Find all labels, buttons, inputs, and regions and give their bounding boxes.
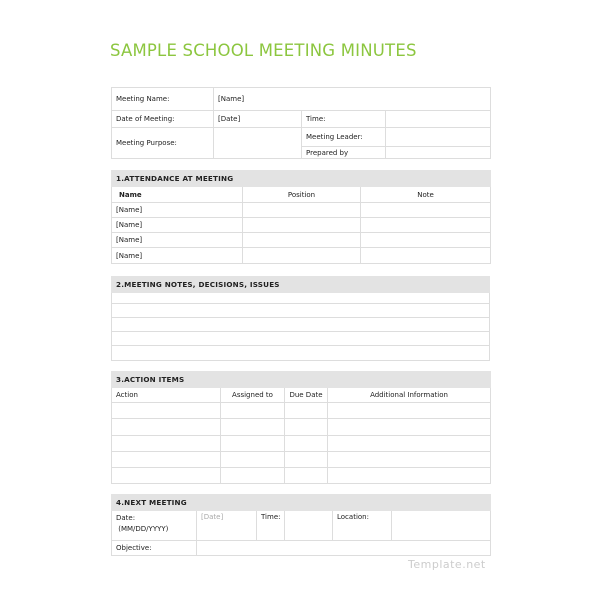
notes-line[interactable] xyxy=(112,332,490,346)
action-cell[interactable] xyxy=(328,436,491,452)
prepared-label: Prepared by xyxy=(302,147,386,159)
next-heading: 4.NEXT MEETING xyxy=(112,495,491,511)
date-label-text: Date: xyxy=(116,514,136,522)
next-meeting-table xyxy=(111,494,491,556)
col-assigned: Assigned to xyxy=(221,388,285,403)
next-date-label xyxy=(112,511,197,541)
attendance-table xyxy=(111,170,491,264)
col-info: Additional Information xyxy=(328,388,491,403)
action-cell[interactable] xyxy=(221,403,285,419)
action-cell[interactable] xyxy=(112,468,221,484)
attendee-position[interactable] xyxy=(243,218,361,233)
attendee-note[interactable] xyxy=(361,248,491,264)
leader-value[interactable] xyxy=(386,128,491,147)
next-time-label: Time: xyxy=(257,511,285,541)
action-cell[interactable] xyxy=(112,452,221,468)
next-date-value[interactable]: [Date] xyxy=(197,511,257,541)
attendee-name[interactable]: [Name] xyxy=(112,203,243,218)
purpose-value[interactable] xyxy=(214,128,302,159)
col-position: Position xyxy=(243,187,361,203)
action-cell[interactable] xyxy=(328,403,491,419)
col-due: Due Date xyxy=(285,388,328,403)
action-cell[interactable] xyxy=(221,419,285,436)
action-cell[interactable] xyxy=(285,468,328,484)
attendee-note[interactable] xyxy=(361,233,491,248)
attendee-position[interactable] xyxy=(243,203,361,218)
meeting-name-label: Meeting Name: xyxy=(112,88,214,111)
purpose-label: Meeting Purpose: xyxy=(112,128,214,159)
notes-line[interactable] xyxy=(112,318,490,332)
action-cell[interactable] xyxy=(221,452,285,468)
attendee-name[interactable]: [Name] xyxy=(112,233,243,248)
date-value[interactable]: [Date] xyxy=(214,111,302,128)
time-value[interactable] xyxy=(386,111,491,128)
next-time-value[interactable] xyxy=(285,511,333,541)
notes-line[interactable] xyxy=(112,293,490,304)
action-cell[interactable] xyxy=(285,419,328,436)
action-cell[interactable] xyxy=(328,468,491,484)
notes-line[interactable] xyxy=(112,346,490,361)
date-label: Date of Meeting: xyxy=(112,111,214,128)
action-cell[interactable] xyxy=(112,419,221,436)
leader-label: Meeting Leader: xyxy=(302,128,386,147)
prepared-value[interactable] xyxy=(386,147,491,159)
col-action: Action xyxy=(112,388,221,403)
meeting-name-value[interactable]: [Name] xyxy=(214,88,491,111)
action-cell[interactable] xyxy=(328,419,491,436)
time-label: Time: xyxy=(302,111,386,128)
action-cell[interactable] xyxy=(112,403,221,419)
col-name: Name xyxy=(112,187,243,203)
objective-value[interactable] xyxy=(197,541,491,556)
attendance-heading: 1.ATTENDANCE AT MEETING xyxy=(112,171,491,187)
document-title: SAMPLE SCHOOL MEETING MINUTES xyxy=(110,41,417,60)
next-location-value[interactable] xyxy=(392,511,491,541)
attendee-position[interactable] xyxy=(243,233,361,248)
attendee-name[interactable]: [Name] xyxy=(112,218,243,233)
action-cell[interactable] xyxy=(221,468,285,484)
action-heading: 3.ACTION ITEMS xyxy=(112,372,491,388)
next-location-label: Location: xyxy=(333,511,392,541)
watermark: Template.net xyxy=(408,558,486,571)
notes-table xyxy=(111,276,490,361)
action-cell[interactable] xyxy=(328,452,491,468)
attendee-name[interactable]: [Name] xyxy=(112,248,243,264)
date-format-text: (MM/DD/YYYY) xyxy=(118,525,169,533)
attendee-note[interactable] xyxy=(361,203,491,218)
notes-heading: 2.MEETING NOTES, DECISIONS, ISSUES xyxy=(112,277,490,293)
meeting-info-table xyxy=(111,87,491,159)
action-cell[interactable] xyxy=(285,436,328,452)
notes-line[interactable] xyxy=(112,304,490,318)
attendee-note[interactable] xyxy=(361,218,491,233)
action-cell[interactable] xyxy=(285,452,328,468)
col-note: Note xyxy=(361,187,491,203)
objective-label: Objective: xyxy=(112,541,197,556)
attendee-position[interactable] xyxy=(243,248,361,264)
action-cell[interactable] xyxy=(112,436,221,452)
action-cell[interactable] xyxy=(285,403,328,419)
action-cell[interactable] xyxy=(221,436,285,452)
action-items-table xyxy=(111,371,491,484)
